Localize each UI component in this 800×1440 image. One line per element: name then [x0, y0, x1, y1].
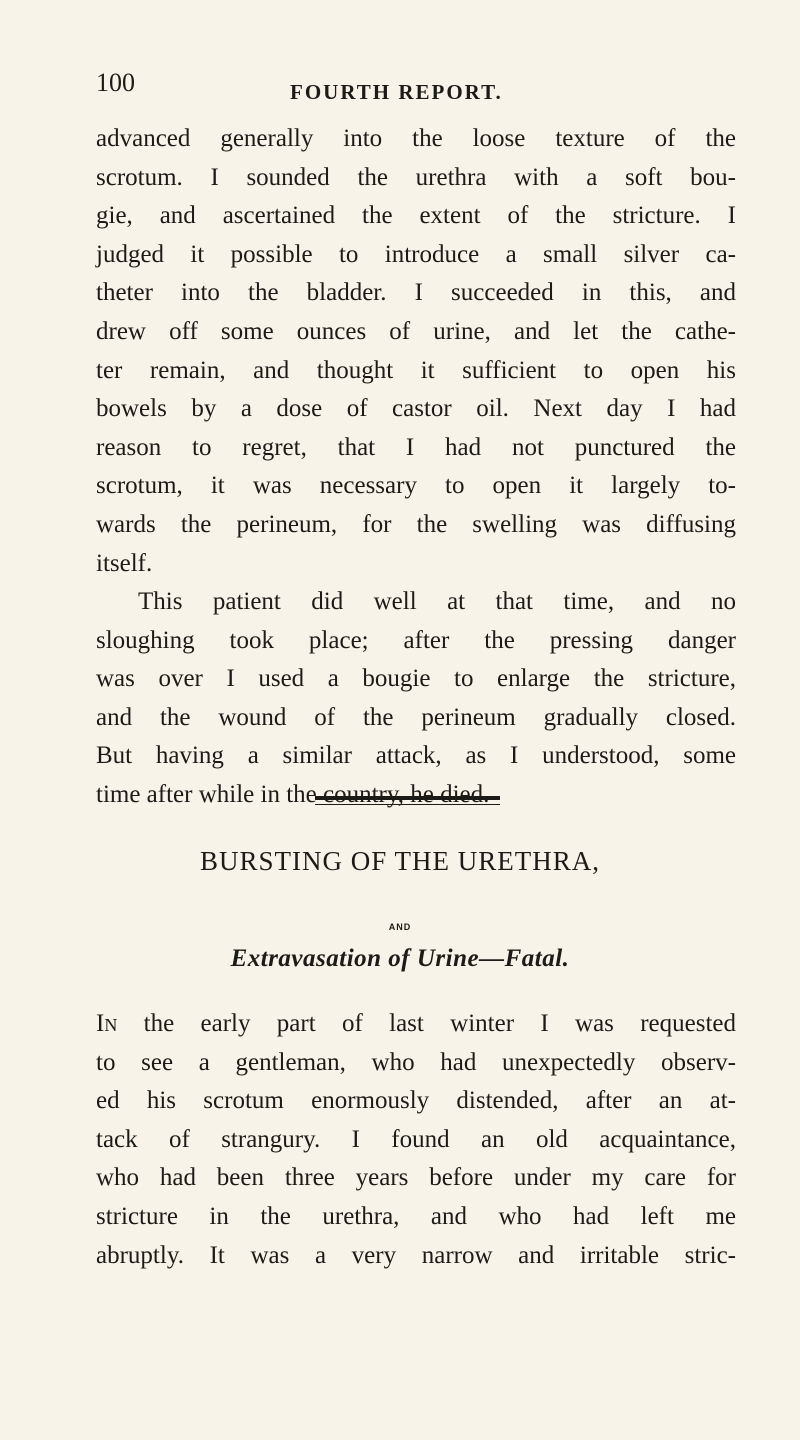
section-subtitle: Extravasation of Urine—Fatal. — [230, 945, 570, 972]
text-line: tack of strangury. I found an old acquaintance, — [96, 1125, 736, 1153]
section-divider-rule — [315, 796, 500, 800]
page-number: 100 — [96, 68, 135, 97]
text-line: scrotum, it was necessary to open it largely to- — [96, 472, 736, 500]
text-line: bowels by a dose of castor oil. Next day I had — [96, 395, 736, 423]
text-line: ter remain, and thought it sufficient to open his — [96, 356, 736, 384]
text-line: to see a gentleman, who had unexpectedly observ- — [96, 1048, 736, 1076]
text-line: This patient did well at that time, and no — [138, 588, 736, 615]
drop-word: In — [96, 1010, 118, 1037]
text-line: ed his scrotum enormously distended, after an at- — [96, 1087, 736, 1115]
paragraph-1 — [96, 120, 736, 583]
text-line: scrotum. I sounded the urethra with a soft bou- — [96, 163, 736, 191]
text-line: wards the perineum, for the swelling was diffusing — [96, 510, 736, 538]
text-line: who had been three years before under my care for — [96, 1164, 736, 1192]
text-line: judged it possible to introduce a small silver ca- — [96, 240, 736, 268]
text-line: But having a similar attack, as I understood, some — [96, 742, 736, 770]
text-line: was over I used a bougie to enlarge the stricture, — [96, 665, 736, 693]
text-line: stricture in the urethra, and who had left me — [96, 1202, 736, 1230]
running-head: FOURTH REPORT. — [290, 80, 503, 104]
text-line-rest: the early part of last winter I was requested — [143, 1010, 737, 1037]
text-line: time after while in the country, he died. — [96, 780, 490, 808]
text-line: advanced generally into the loose texture of the — [96, 125, 736, 152]
text-line: and the wound of the perineum gradually closed. — [96, 703, 736, 731]
text-line: abruptly. It was a very narrow and irritable stric- — [96, 1241, 736, 1269]
section-divider-rule-thin — [315, 804, 500, 805]
section-conjunction: AND — [388, 922, 412, 932]
text-line: gie, and ascertained the extent of the stricture. I — [96, 202, 736, 230]
text-line: itself. — [96, 549, 153, 577]
section-title: BURSTING OF THE URETHRA, — [199, 846, 601, 876]
paragraph-3 — [96, 1005, 736, 1275]
text-line: sloughing took place; after the pressing danger — [96, 626, 736, 654]
text-line — [96, 1005, 736, 1044]
paragraph-2 — [96, 583, 736, 815]
text-line: reason to regret, that I had not punctured the — [96, 433, 736, 461]
text-line: theter into the bladder. I succeeded in this, and — [96, 279, 736, 307]
text-line: drew off some ounces of urine, and let the cathe- — [96, 317, 736, 345]
